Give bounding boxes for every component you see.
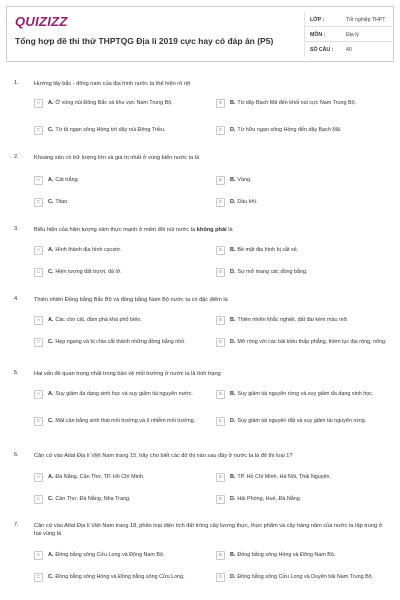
option-content: B. Thiên nhiên khắc nghiệt, đất đai kém màu mỡ.: [230, 317, 349, 323]
option-a[interactable]: [34, 316, 210, 325]
option-letter-box: C: [34, 417, 43, 426]
option-letter-box: D: [216, 417, 225, 426]
option-content: D. Đồng bằng sông Cửu Long và Duyên hải Nam Trung Bộ.: [230, 574, 374, 580]
option-content: B. TP. Hồ Chí Minh, Hà Nội, Thái Nguyên.: [230, 474, 331, 480]
option-content: D. Từ hữu ngạn sông Hồng đến dãy Bạch Mã.: [230, 127, 342, 133]
option-letter-box: A: [34, 99, 43, 108]
option-letter-box: C: [34, 198, 43, 207]
option-letter-box: C: [34, 268, 43, 277]
option-letter-box: D: [216, 268, 225, 277]
question-text: Khoáng sản có trữ lượng lớn và giá trị nhất ở vùng biển nước ta là: [34, 155, 200, 161]
option-b[interactable]: [216, 390, 392, 399]
info-label: SỐ CÂU :: [310, 47, 334, 53]
option-letter-box: A: [34, 473, 43, 482]
option-letter-box: A: [34, 390, 43, 399]
info-value: 40: [346, 47, 352, 53]
option-letter-box: C: [34, 573, 43, 582]
option-letter-box: A: [34, 176, 43, 185]
question-text: Biểu hiện của hiện tượng xâm thực mạnh ở miền đồi núi nước ta không phải là: [34, 227, 233, 233]
option-content: A. Cát trắng.: [48, 177, 80, 183]
option-letter-box: C: [34, 495, 43, 504]
option-c[interactable]: [34, 198, 210, 207]
option-letter-box: A: [34, 316, 43, 325]
option-letter-box: D: [216, 495, 225, 504]
option-letter-box: A: [34, 246, 43, 255]
question-text: Hai vấn đề quan trọng nhất trong bảo vệ môi trường ở nước ta là tình trạng: [34, 371, 221, 377]
document-title: Tổng hợp đề thi thử THPTQG Địa lí 2019 cực hay có đáp án (P5): [15, 36, 274, 46]
question-number: 1.: [14, 80, 19, 86]
option-letter-box: B: [216, 316, 225, 325]
question-number: 4.: [14, 296, 19, 302]
option-c[interactable]: [34, 573, 210, 582]
option-content: B. Suy giảm tài nguyên rừng và suy giảm đa dạng sinh học.: [230, 391, 374, 397]
option-d[interactable]: [216, 417, 392, 426]
option-content: A. Ở vùng núi Đông Bắc và khu vực Nam Trung Bộ.: [48, 100, 173, 106]
info-value: Tốt nghiệp THPT: [346, 17, 386, 23]
option-letter-box: D: [216, 126, 225, 135]
option-content: C. Đồng bằng sông Hồng và Đồng bằng sông Cửu Long.: [48, 574, 185, 580]
info-row-class: [304, 12, 392, 27]
option-a[interactable]: [34, 176, 210, 185]
option-c[interactable]: [34, 126, 210, 135]
option-c[interactable]: [34, 268, 210, 277]
option-content: C. Hiện tượng đất trượt, đá lở.: [48, 269, 122, 275]
option-letter-box: D: [216, 573, 225, 582]
option-content: C. Cần Thơ, Đà Nẵng, Nha Trang.: [48, 496, 131, 502]
question-text: Hướng tây bắc - đông nam của địa hình nước ta thể hiện rõ rệt: [34, 81, 191, 87]
option-letter-box: D: [216, 338, 225, 347]
question-number: 5.: [14, 370, 19, 376]
option-c[interactable]: [34, 495, 210, 504]
option-d[interactable]: [216, 198, 392, 207]
logo-text: QUIZIZZ: [15, 13, 68, 29]
option-content: D. Hải Phòng, Huế, Đà Nẵng.: [230, 496, 302, 502]
option-letter-box: D: [216, 198, 225, 207]
option-c[interactable]: [34, 417, 210, 426]
option-content: D. Mở rộng với các bãi triều thấp phẳng, thềm lục địa rộng, nông.: [230, 339, 387, 345]
option-content: A. Các cồn cát, đầm phá khá phổ biến.: [48, 317, 142, 323]
question-text: Căn cứ vào Atlat Địa lí Việt Nam trang 18, phân loại diện tích đất trồng cây lương thực, thực phẩm và cây hàng năm của nước ta tập trung ở hai vùng là: [34, 523, 383, 538]
question-number: 2.: [14, 154, 19, 160]
quizizz-logo: [15, 14, 68, 28]
option-content: B. Vàng.: [230, 177, 252, 183]
option-d[interactable]: [216, 268, 392, 277]
option-letter-box: C: [34, 338, 43, 347]
option-content: A. Đà Nẵng, Cần Thơ, TP. Hồ Chí Minh.: [48, 474, 145, 480]
option-letter-box: B: [216, 246, 225, 255]
option-content: D. Dầu khí.: [230, 199, 258, 205]
question-number: 7.: [14, 522, 19, 528]
question-text: Căn cứ vào Atlat Địa lí Việt Nam trang 15, hãy cho biết các đô thị nào sau đây ở nước ta là đô thị loại 1?: [34, 453, 293, 459]
option-b[interactable]: [216, 316, 392, 325]
option-d[interactable]: [216, 126, 392, 135]
option-content: D. Sự mở mang các đồng bằng.: [230, 269, 308, 275]
option-letter-box: B: [216, 390, 225, 399]
option-letter-box: B: [216, 99, 225, 108]
option-b[interactable]: [216, 246, 392, 255]
option-a[interactable]: [34, 99, 210, 108]
option-letter-box: A: [34, 551, 43, 560]
option-content: D. Suy giảm tài nguyên đất và suy giảm tài nguyên rừng.: [230, 418, 367, 424]
option-a[interactable]: [34, 390, 210, 399]
option-a[interactable]: [34, 551, 210, 560]
info-value: Địa lý: [346, 32, 359, 38]
option-content: B. Bề mặt địa hình bị cắt xẻ.: [230, 247, 299, 253]
option-b[interactable]: [216, 551, 392, 560]
option-letter-box: B: [216, 176, 225, 185]
option-content: A. Hình thành địa hình cacxtơ.: [48, 247, 122, 253]
option-content: C. Titan.: [48, 199, 69, 205]
option-content: A. Đồng bằng sông Cửu Long và Đông Nam Bộ.: [48, 552, 165, 558]
info-label: MÔN :: [310, 32, 326, 38]
option-d[interactable]: [216, 338, 392, 347]
option-a[interactable]: [34, 246, 210, 255]
document-header: [6, 6, 394, 62]
option-letter-box: C: [34, 126, 43, 135]
option-content: C. Hẹp ngang và bị chia cắt thành những đồng bằng nhỏ.: [48, 339, 186, 345]
option-a[interactable]: [34, 473, 210, 482]
option-b[interactable]: [216, 176, 392, 185]
option-content: B. Từ dãy Bạch Mã đến khối núi cực Nam Trung Bộ.: [230, 100, 357, 106]
document-info-table: [304, 12, 392, 57]
option-letter-box: B: [216, 473, 225, 482]
option-b[interactable]: [216, 473, 392, 482]
option-d[interactable]: [216, 573, 392, 582]
option-content: A. Suy giảm đa dạng sinh học và suy giảm tài nguyên nước.: [48, 391, 193, 397]
info-row-subject: [304, 27, 392, 42]
info-label: LỚP :: [310, 17, 325, 23]
option-d[interactable]: [216, 495, 392, 504]
option-content: C. Mất cân bằng sinh thái môi trường và ô nhiễm môi trường.: [48, 418, 196, 424]
question-number: 6.: [14, 452, 19, 458]
info-row-count: [304, 42, 392, 57]
option-b[interactable]: [216, 99, 392, 108]
question-number: 3.: [14, 226, 19, 232]
question-text: Thiên nhiên Đồng bằng Bắc Bộ và đồng bằng Nam Bộ nước ta có đặc điểm là: [34, 297, 228, 303]
option-content: B. Đồng bằng sông Hồng và Đông Nam Bộ.: [230, 552, 336, 558]
option-c[interactable]: [34, 338, 210, 347]
option-letter-box: B: [216, 551, 225, 560]
option-content: C. Từ tả ngạn sông Hồng tới dãy núi Đông Triều.: [48, 127, 166, 133]
